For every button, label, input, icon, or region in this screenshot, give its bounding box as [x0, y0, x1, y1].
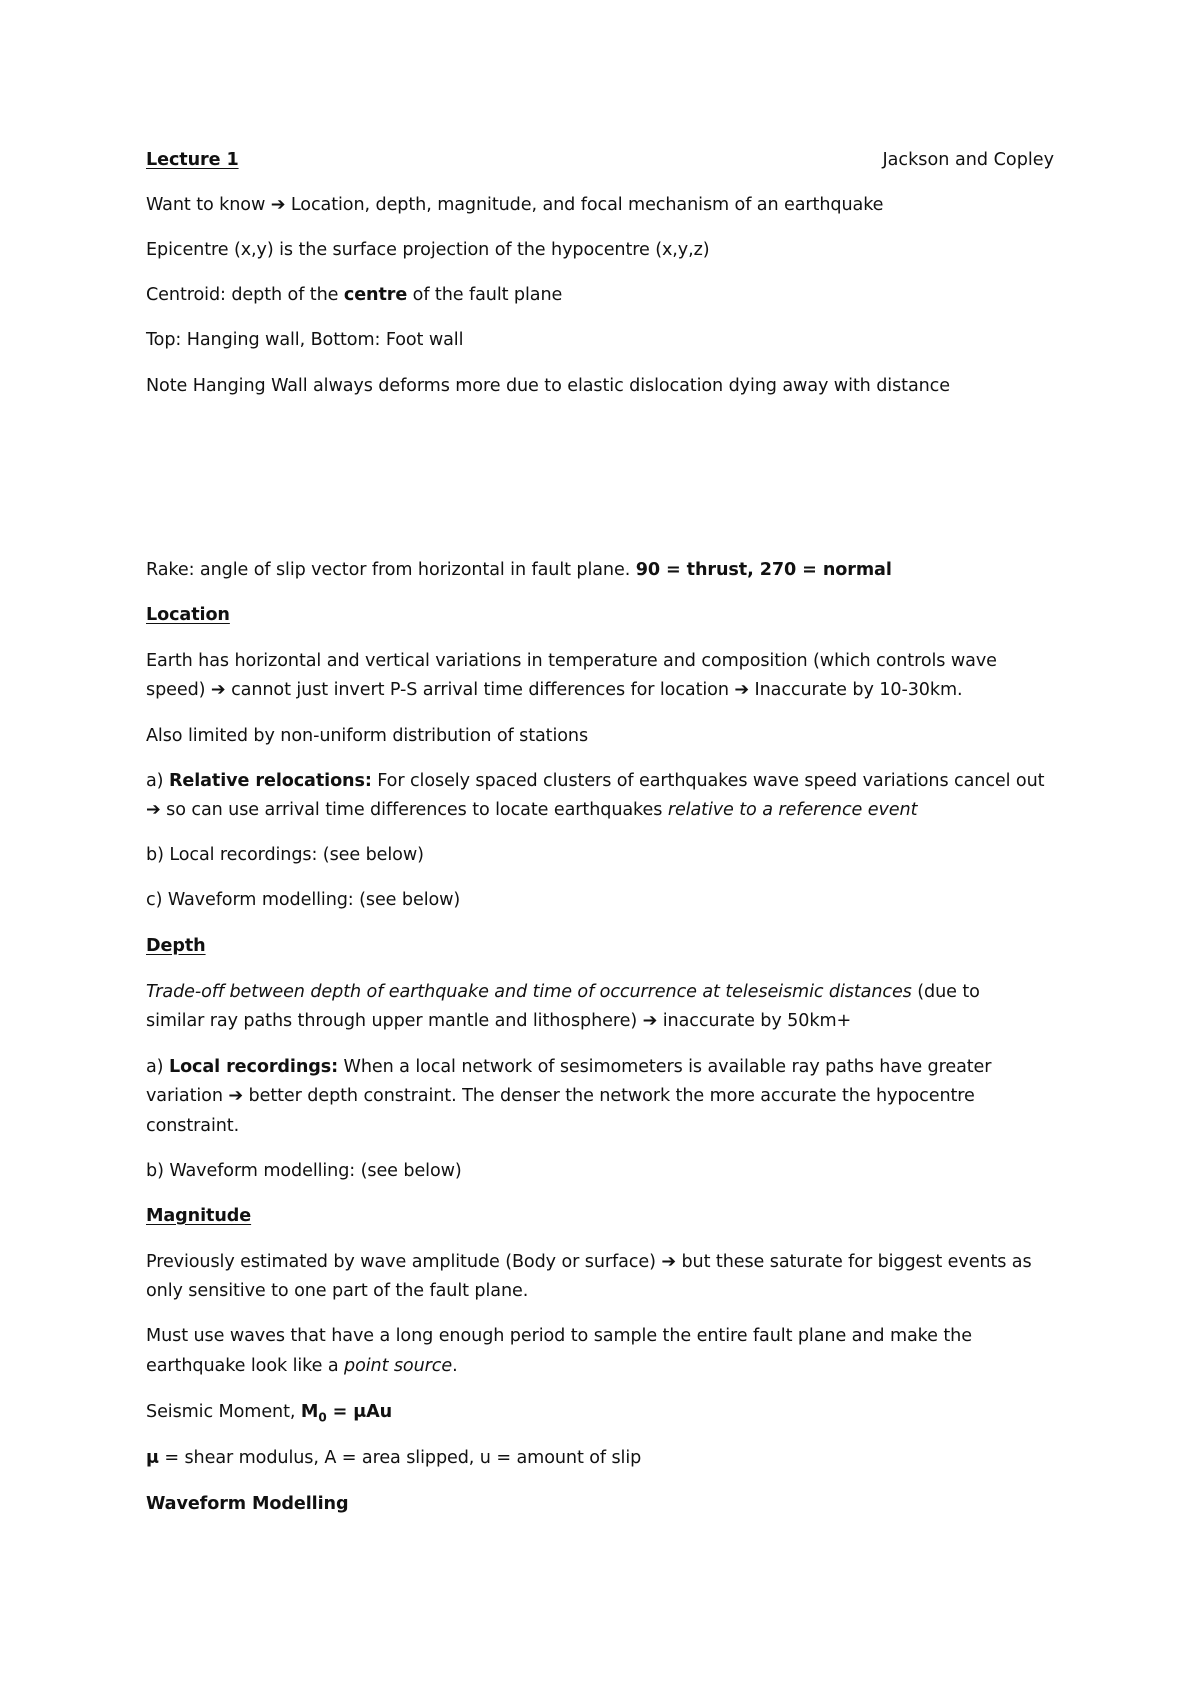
magnitude-heading: Magnitude [146, 1206, 252, 1226]
magnitude-p2-line2 [146, 1356, 458, 1376]
definitions-text: = shear modulus, A = area slipped, u = amount of slip [158, 1448, 642, 1468]
depth-a-line1 [146, 1057, 991, 1077]
location-p1-line1: Earth has horizontal and vertical variations in temperature and composition (which controls wave [146, 651, 997, 671]
arrow-icon: ➔ [642, 1011, 658, 1031]
rake-values: 90 = thrust, 270 = normal [635, 560, 892, 580]
centroid-text-c: of the fault plane [407, 285, 563, 305]
magnitude-p1-text-b: but these saturate for biggest events as [676, 1252, 1032, 1272]
depth-a-text-3: better depth constraint. The denser the network the more accurate the hypocentre [243, 1086, 975, 1106]
location-a-text-2: so can use arrival time differences to locate earthquakes [160, 800, 668, 820]
depth-p1-line2 [146, 1011, 851, 1031]
depth-p1-text-2: similar ray paths through upper mantle and lithosphere) [146, 1011, 643, 1031]
location-heading: Location [146, 605, 230, 625]
location-p1-text-a: speed) [146, 680, 211, 700]
magnitude-p2-text-a: earthquake look like a [146, 1356, 344, 1376]
want-prefix: Want to know [146, 195, 266, 215]
centroid-text-a: Centroid: depth of the [146, 285, 344, 305]
want-to-know-line [146, 195, 883, 215]
magnitude-p2-line1: Must use waves that have a long enough period to sample the entire fault plane and make the [146, 1326, 972, 1346]
seismic-moment-subscript: 0 [318, 1410, 327, 1425]
depth-a-text-2: variation [146, 1086, 229, 1106]
location-p1-text-c: Inaccurate by 10-30km. [749, 680, 963, 700]
depth-a-bold: Local recordings: [168, 1057, 339, 1077]
centroid-line [146, 285, 562, 305]
depth-heading: Depth [146, 936, 206, 956]
location-a-text: For closely spaced clusters of earthquakes wave speed variations cancel out [371, 771, 1045, 791]
arrow-icon: ➔ [228, 1086, 244, 1106]
magnitude-p1-line1 [146, 1252, 1032, 1272]
location-b: b) Local recordings: (see below) [146, 845, 424, 865]
depth-a-text: When a local network of sesimometers is available ray paths have greater [338, 1057, 992, 1077]
location-p1-text-b: cannot just invert P-S arrival time differences for location [225, 680, 735, 700]
magnitude-p2-italic: point source [344, 1356, 453, 1376]
seismic-moment-symbol: M [300, 1402, 319, 1422]
depth-a-label: a) [146, 1057, 169, 1077]
depth-p1-line1 [146, 982, 980, 1002]
seismic-moment-line [146, 1402, 393, 1425]
arrow-icon: ➔ [210, 680, 226, 700]
waveform-heading: Waveform Modelling [146, 1494, 349, 1514]
hanging-wall-note: Note Hanging Wall always deforms more due to elastic dislocation dying away with distance [146, 376, 950, 396]
depth-b: b) Waveform modelling: (see below) [146, 1161, 462, 1181]
location-p2: Also limited by non-uniform distribution of stations [146, 726, 589, 746]
location-a-bold: Relative relocations: [168, 771, 372, 791]
seismic-moment-formula: = μAu [326, 1402, 393, 1422]
depth-p1-text: (due to [911, 982, 980, 1002]
location-a-line2 [146, 800, 917, 820]
arrow-icon: ➔ [270, 195, 286, 215]
authors: Jackson and Copley [882, 150, 1054, 170]
magnitude-p2-text-c: . [452, 1356, 458, 1376]
location-p1-line2 [146, 680, 963, 700]
magnitude-p1-text-a: Previously estimated by wave amplitude (Body or surface) [146, 1252, 662, 1272]
centroid-text-bold: centre [343, 285, 408, 305]
mu-symbol: μ [146, 1448, 159, 1468]
seismic-moment-label: Seismic Moment, [146, 1402, 301, 1422]
top-bottom-line: Top: Hanging wall, Bottom: Foot wall [146, 330, 464, 350]
definitions-line [146, 1448, 641, 1468]
depth-p1-italic: Trade-off between depth of earthquake and time of occurrence at teleseismic distances [146, 982, 912, 1002]
rake-line [146, 560, 892, 580]
location-a-line1 [146, 771, 1044, 791]
location-a-label: a) [146, 771, 169, 791]
arrow-icon: ➔ [146, 800, 161, 820]
arrow-icon: ➔ [734, 680, 750, 700]
want-text: Location, depth, magnitude, and focal mechanism of an earthquake [290, 195, 884, 215]
location-a-italic: relative to a reference event [667, 800, 918, 820]
rake-text: Rake: angle of slip vector from horizontal in fault plane. [146, 560, 636, 580]
epicentre-line: Epicentre (x,y) is the surface projection of the hypocentre (x,y,z) [146, 240, 710, 260]
depth-p1-text-3: inaccurate by 50km+ [657, 1011, 852, 1031]
depth-a-line3: constraint. [146, 1116, 240, 1136]
arrow-icon: ➔ [661, 1252, 676, 1272]
lecture-title: Lecture 1 [146, 150, 239, 170]
magnitude-p1-line2: only sensitive to one part of the fault plane. [146, 1281, 529, 1301]
depth-a-line2 [146, 1086, 975, 1106]
location-c: c) Waveform modelling: (see below) [146, 890, 461, 910]
